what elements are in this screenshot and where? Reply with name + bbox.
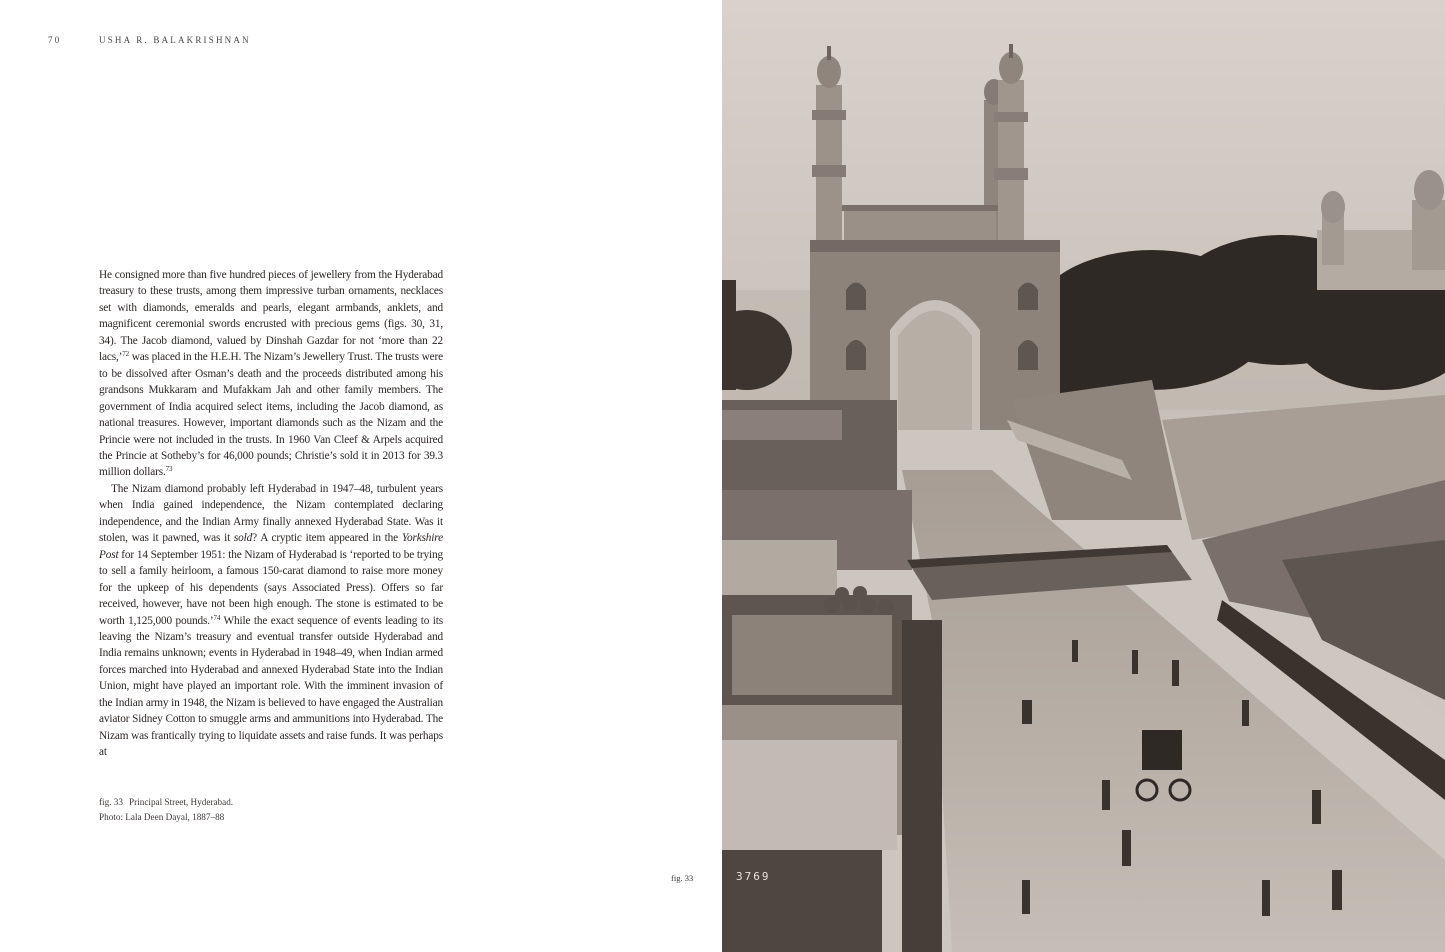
paragraph-2-newspaper-title: Yorkshire Post (99, 532, 443, 561)
paragraph-1-text-b: was placed in the H.E.H. The Nizam’s Jewellery Trust. The trusts were to be dissolved after Osman’s death and the proceeds distributed among his grandsons Mukkaram and Mufakkam Jah and other family members. The government of India acquired select items, including the Jacob diamond, as national treasures. However, important diamonds such as the Nizam and the Princie were not included in the trusts. In 1960 Van Cleef & Arpels acquired the Princie at Sotheby’s for 46,000 pounds; Christie’s sold it in 2013 for 39.3 million dollars. (99, 351, 443, 479)
footnote-ref-73: 73 (165, 465, 173, 474)
caption-fig-label: fig. 33 (99, 797, 123, 807)
running-head-author: USHA R. BALAKRISHNAN (99, 35, 251, 45)
figure-marker: fig. 33 (671, 873, 694, 883)
paragraph-1-text-a: He consigned more than five hundred pieces of jewellery from the Hyderabad treasury to these trusts, among them impressive turban ornaments, necklaces set with diamonds, emeralds and pearls, elegant armbands, anklets, and magnificent ceremonial swords encrusted with precious gems (figs. 30, 31, 34). The Jacob diamond, valued by Dinshah Gazdar for not ‘more than 22 lacs,’ (99, 269, 443, 364)
paragraph-2-text-d: While the exact sequence of events leading to its leaving the Nizam’s treasury and eventual transfer outside Hyderabad and India remains unknown; events in Hyderabad in 1948–49, when Indian armed forces marched into Hyderabad and annexed Hyderabad State into the Indian Union, might have played an important role. With the imminent invasion of the Indian army in 1948, the Nizam is believed to have engaged the Australian aviator Sidney Cotton to smuggle arms and ammunitions into Hyderabad. The Nizam was frantically trying to liquidate assets and raise funds. It was perhaps at (99, 614, 443, 759)
footnote-ref-72: 72 (122, 350, 129, 359)
running-head (0, 35, 722, 49)
figure-caption (99, 795, 399, 825)
paragraph-2-emphasis-sold: sold (233, 532, 253, 545)
caption-credit: Photo: Lala Deen Dayal, 1887–88 (99, 812, 225, 822)
body-text (99, 267, 443, 761)
photo-illustration (722, 0, 1445, 952)
paragraph-2-text-c: for 14 September 1951: the Nizam of Hyderabad is ‘reported to be trying to sell a family heirloom, a famous 150-carat diamond to raise more money for the upkeep of his dependents (says Associated Press). Offers so far received, however, have not been high enough. The stone is estimated to be worth 1,125,000 pounds.’ (99, 548, 443, 627)
page-number: 70 (48, 35, 62, 45)
caption-title: Principal Street, Hyderabad. (129, 797, 234, 807)
paragraph-2 (99, 481, 443, 761)
left-page (0, 0, 722, 952)
paragraph-1 (99, 267, 443, 481)
footnote-ref-74: 74 (213, 613, 221, 622)
negative-number: 3769 (736, 870, 771, 883)
paragraph-2-text-b: ? A cryptic item appeared in the (252, 532, 402, 545)
photograph-principal-street (722, 0, 1445, 952)
paragraph-2-text-a: The Nizam diamond probably left Hyderabad in 1947–48, turbulent years when India gained independence, the Nizam contemplated declaring independence, and the Indian Army finally annexed Hyderabad State. Was it stolen, was it pawned, was it (99, 482, 443, 545)
caption-line-1 (99, 795, 399, 810)
